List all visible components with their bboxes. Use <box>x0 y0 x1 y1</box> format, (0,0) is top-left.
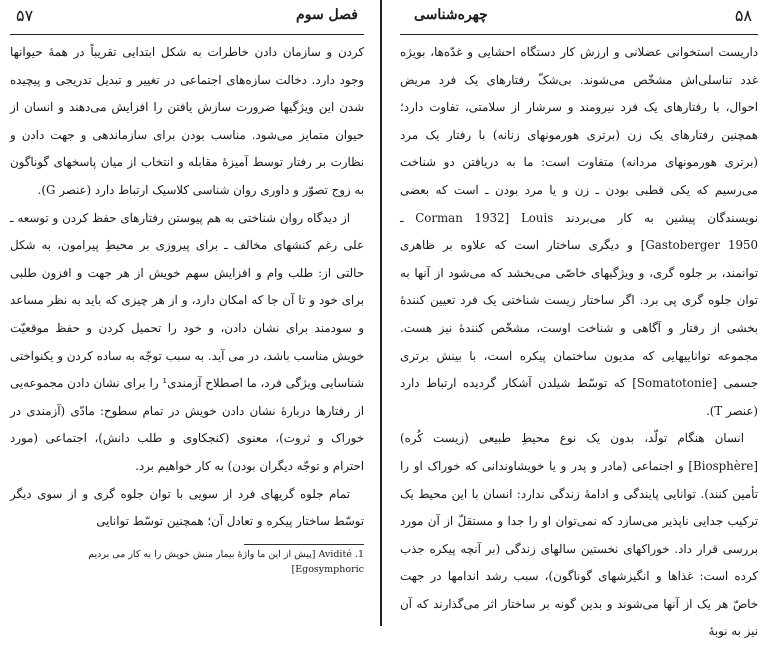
footnote <box>10 547 364 577</box>
right-page-number: ۵۸ <box>734 6 752 25</box>
left-paragraph-3: تمام جلوه گریهای فرد از سویی با توان جلوه گری و از سوی دیگر توسّط ساختار پیکره و تعادل آن؛ همچنین توسّط توانایی <box>10 486 364 529</box>
left-page-number: ۵۷ <box>16 6 34 25</box>
right-page <box>386 0 768 639</box>
right-page-body <box>400 35 758 646</box>
left-paragraph-2: از دیدگاه روان شناختی به هم پیوستن رفتارهای حفظ کردن و توسعه ـ علی رغم کنشهای مخالف ـ برای پیروزی بر محیطِ پیرامون، به شکل حالتی از: طلب وام و افزایش سهم خویش از هر جهت و افزون طلبی برای خود و تا آن جا که امکان دارد، و از هر چیزی که باید به نظر مساعد و سودمند برای نشان دادن، و خود را تحمیل کردن و حفظ موقعیّت خویش مناسب باشد، در می آید. به سبب توجّه به ساده کردن و یکنواختی شناسایی ویژگی فرد، ما اصطلاح آزمندی¹ را برای نشان دادن مجموعه‌یی از رفتارها دربارهٔ نشان دادن خویش در تمام سطوح: مادّی (آزمندی در خوراک و ثروت)، معنوی (کنجکاوی و طلب دانش)، اجتماعی (مورد احترام و توجّه دیگران بودن) به کار خواهیم برد. <box>10 210 364 473</box>
right-page-running-title: چهره‌شناسی <box>414 7 488 23</box>
footnote-line-2: Egosymphoric] <box>291 563 364 575</box>
left-page-header <box>10 0 364 35</box>
footnote-line-1: 1. Avidité [پیش از این ما واژهٔ بیمار منش خویش را به کار می بردیم <box>88 548 364 560</box>
right-page-header <box>400 0 758 35</box>
footnote-rule <box>244 544 364 545</box>
left-paragraph-1: کردن و سازمان دادن خاطرات به شکل ابتدایی تقریباً در همهٔ حیوانها وجود دارد. دخالت سازه‌های اجتماعی در تغییر و تبدیل تدریجی و پیچیده شدن این ویژگیها ضرورت سازش یافتن را افزایش می‌دهند و انسان از حیوان متمایز می‌شود. مناسب بودن برای سازماندهی و جهت دادن و نظارت بر رفتار توسط آمیزهٔ مقابله و انتخاب از میان پاسخهای گوناگون به زوج تصوّر و داوری روان شناسی کلاسیک ارتباط دارد (عنصر G). <box>10 45 364 197</box>
page-gutter-divider <box>380 0 382 626</box>
left-page-running-title: فصل سوم <box>296 7 358 23</box>
left-page <box>0 0 378 626</box>
left-page-body <box>10 35 364 536</box>
right-paragraph-2: انسان هنگام تولّد، بدون یک نوع محیطِ طبیعی (زیست کُره) [Biosphère] و اجتماعی (مادر و پدر و یا خویشاوندانی که خوراک او را تأمین کنند). توانایی پایندگی و ادامهٔ زندگی ندارد: انسان با این محیط یک ترکیب جدایی ناپذیر می‌سازد که نمی‌توان او را جدا و مستقلّ از آن مورد بررسی قرار داد. خوراکهای نخستین سالهای زندگی (بر آنچه پیکره جذب کرده است: غذاها و انگیزشهای گوناگون)، سبب رشد اندامها در جهت خاصّ هر یک از آنها می‌شوند و بدین گونه بر ساختار اثر می‌گذارند که آن نیز به نوبهٔ <box>400 431 758 639</box>
right-paragraph-1: داریست استخوانی عضلانی و ارزش کار دستگاه احشایی و غدّه‌ها، بویژه غدد تناسلی‌اش مشخّص می‌شوند. بی‌شکّ رفتارهای یک فرد مریض احوال، با رفتارهای یک فرد نیرومند و سرشار از سلامتی، تفاوت دارد؛ همچنین رفتارهای یک زن (برتری هورمونهای زنانه) با رفتار یک مرد (برتری هورمونهای مردانه) متفاوت است: ما به دریافتن دو شناخت می‌رسیم که یکی قطبی بودن ـ زن و یا مرد بودن ـ است که بعضی نویسندگان پیشین به کار می‌بردند Louis [Corman 1932 ـ Gastoberger 1950] و دیگری ساختار است که علاوه بر ظاهری توانمند، بر جلوه گری، و ویژگیهای خاصّی می‌بخشد که می‌شود از آنها به توان جلوه گری پی برد. اگر ساختار زیست شناختی یک فرد تعیین کنندهٔ بخشی از رفتار و آگاهی و شناخت اوست، مشخّص کنندهٔ نیز هست. مجموعه تواناییهایی که مدیون ساختمان پیکره است، با بینش برتری جسمی [Somatotonie] که توسّط شیلدن آشکار گردیده ارتباط دارد (عنصر T). <box>400 45 759 418</box>
